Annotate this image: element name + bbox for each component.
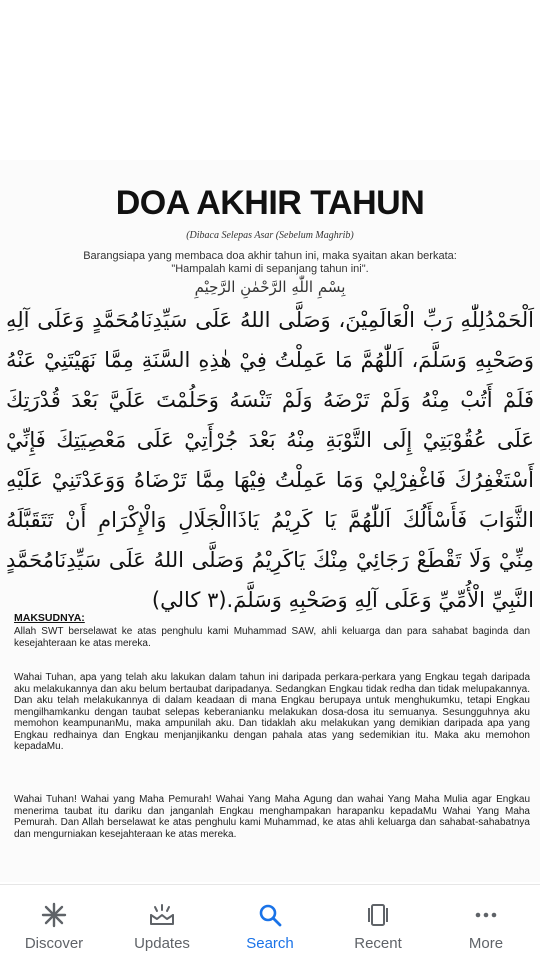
nav-recent-label: Recent	[354, 935, 402, 952]
nav-search-label: Search	[246, 935, 294, 952]
search-icon	[256, 901, 284, 929]
nav-more[interactable]	[436, 885, 536, 952]
nav-updates[interactable]	[112, 885, 212, 952]
more-dots-icon	[472, 901, 500, 929]
nav-recent[interactable]	[328, 885, 428, 952]
document-subtitle: (Dibaca Selepas Asar (Sebelum Maghrib)	[186, 230, 354, 241]
bottom-navigation	[0, 884, 540, 960]
nav-discover-label: Discover	[24, 935, 84, 952]
updates-icon	[148, 901, 176, 929]
asterisk-icon	[40, 901, 68, 929]
document-image	[0, 160, 540, 882]
nav-more-label: More	[468, 935, 504, 952]
recent-icon	[364, 901, 392, 929]
meaning-paragraph-1: Allah SWT berselawat ke atas penghulu kami Muhammad SAW, ahli keluarga dan para sahabat baginda dan kesejahteraan ke atas mereka.	[14, 626, 530, 649]
intro-line-2: "Hampalah kami di sepanjang tahun ini".	[171, 263, 369, 275]
intro-line-1: Barangsiapa yang membaca doa akhir tahun ini, maka syaitan akan berkata:	[83, 250, 457, 262]
nav-discover[interactable]	[4, 885, 104, 952]
nav-search[interactable]	[220, 885, 320, 952]
basmalah-calligraphy: بِسْمِ اللّٰهِ الرَّحْمٰنِ الرَّحِيْمِ	[194, 278, 346, 296]
meaning-heading: MAKSUDNYA:	[14, 612, 85, 624]
arabic-prayer-text: اَلْحَمْدُلِلّٰهِ رَبِّ الْعَالَمِيْنَ، وَصَلَّى اللهُ عَلَى سَيِّدِنَامُحَمَّدٍ وَعَلَى آلِهِ وَصَحْبِهِ وَسَلَّمَ، اَللّٰهُمَّ مَا عَمِلْتُ فِيْ هٰذِهِ السَّنَةِ مِمَّا نَهَيْتَنِيْ عَنْهُ فَلَمْ أَتُبْ مِنْهُ وَلَمْ تَرْضَهُ وَلَمْ تَنْسَهُ وَحَلُمْتَ عَلَيَّ بَعْدَ قُدْرَتِكَ عَلَى عُقُوْبَتِيْ إِلَى التَّوْبَةِ مِنْهُ بَعْدَ جُرْأَتِيْ عَلَى مَعْصِيَتِكَ فَإِنِّيْ أَسْتَغْفِرُكَ فَاغْفِرْلِيْ وَمَا عَمِلْتُ فِيْهَا مِمَّا تَرْضَاهُ وَوَعَدْتَنِيْ عَلَيْهِ الثَّوَابَ فَأَسْأَلُكَ اَللّٰهُمَّ يَا كَرِيْمُ يَاذَاالْجَلَالِ وَالْإِكْرَامِ أَنْ تَتَقَبَّلَهُ مِنِّيْ وَلَا تَقْطَعْ رَجَائِيْ مِنْكَ يَاكَرِيْمُ وَصَلَّى اللهُ عَلَى سَيِّدِنَامُحَمَّدٍ النَّبِيِّ الْأُمِّيِّ وَعَلَى آلِهِ وَصَحْبِهِ وَسَلَّمَ.(٣ كالي)	[6, 308, 534, 612]
document-title: DOA AKHIR TAHUN	[115, 184, 425, 222]
meaning-paragraph-2: Wahai Tuhan, apa yang telah aku lakukan dalam tahun ini daripada perkara-perkara yang Engkau tegah daripada aku melakukannya dan aku belum bertaubat daripadanya. Sedangkan Engkau tidak redha dan tidak melupakannya. Dan aku telah melakukannya di dalam keadaan di mana Engkau berupaya untuk menghukumku, tetapi Engkau mengilhamkanku dengan taubat selepas keberanianku melakukan dosa-dosa itu semuanya. Sesungguhnya aku memohon keampunanMu, maka ampunilah aku. Dan tidaklah aku melakukan yang demikian daripada apa yang Engkau redhainya dan Engkau menjanjikanku dengan pahala atas yang sedemikian itu. Maka aku memohon kepadaMu.	[14, 672, 530, 752]
meaning-paragraph-3: Wahai Tuhan! Wahai yang Maha Pemurah! Wahai Yang Maha Agung dan wahai Yang Maha Mulia agar Engkau menerima taubat itu dariku dan janganlah Engkau menghampakan harapanku kepadaMu Wahai Yang Maha Pemurah. Dan Allah berselawat ke atas penghulu kami Muhammad, ke atas ahli keluarga dan sahabat-sahabatnya dan mengurniakan kesejahteraan ke atas mereka.	[14, 794, 530, 840]
nav-updates-label: Updates	[134, 935, 190, 952]
intro-text	[40, 250, 500, 276]
